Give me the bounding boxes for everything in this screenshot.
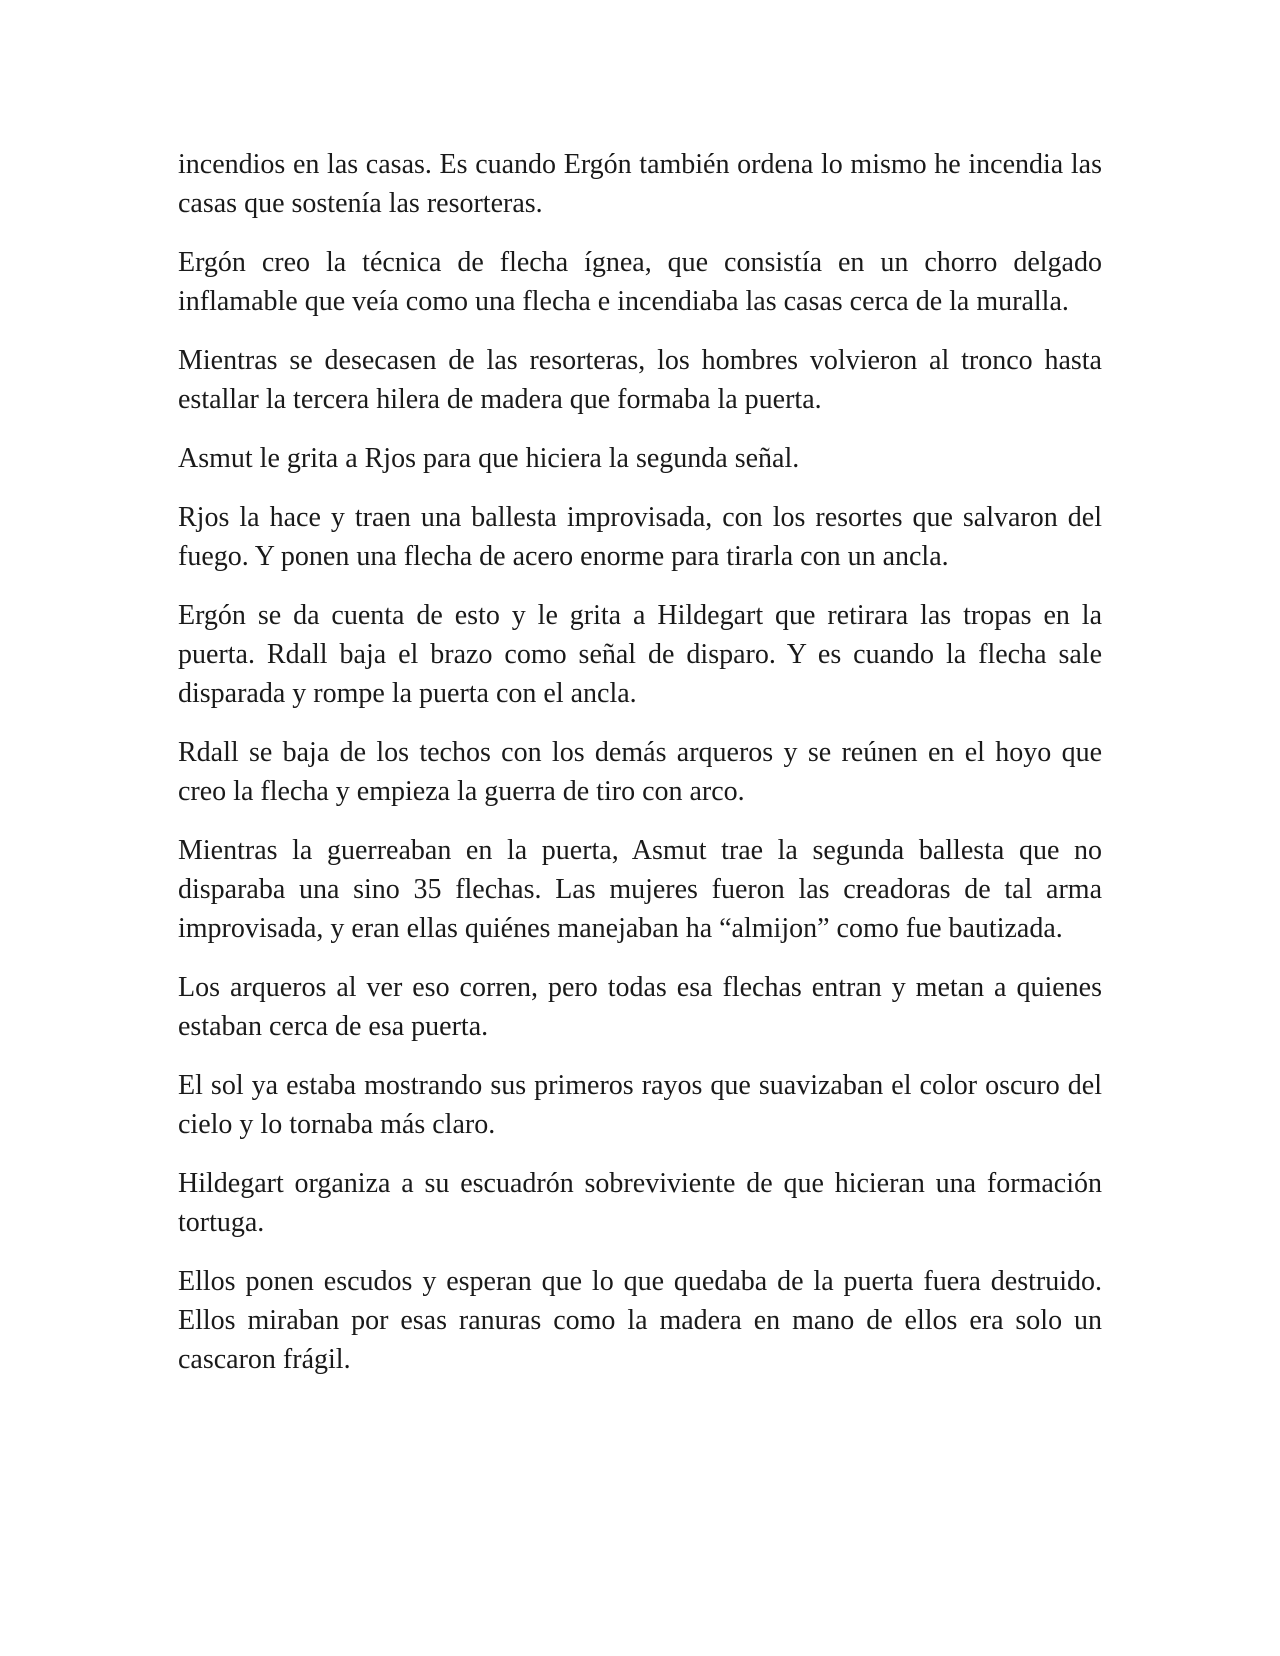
document-body <box>178 145 1102 1399</box>
paragraph-9: Los arqueros al ver eso corren, pero todas esa flechas entran y metan a quienes estaban cerca de esa puerta. <box>178 972 1102 1042</box>
paragraph-5: Rjos la hace y traen una ballesta improvisada, con los resortes que salvaron del fuego. Y ponen una flecha de acero enorme para tirarla con un ancla. <box>178 502 1102 572</box>
paragraph-12: Ellos ponen escudos y esperan que lo que quedaba de la puerta fuera destruido. Ellos miraban por esas ranuras como la madera en mano de ellos era solo un cascaron frágil. <box>178 1266 1102 1375</box>
paragraph-8: Mientras la guerreaban en la puerta, Asmut trae la segunda ballesta que no disparaba una sino 35 flechas. Las mujeres fueron las creadoras de tal arma improvisada, y eran ellas quiénes manejaban ha “almijon” como fue bautizada. <box>178 835 1102 944</box>
paragraph-2: Ergón creo la técnica de flecha ígnea, que consistía en un chorro delgado inflamable que veía como una flecha e incendiaba las casas cerca de la muralla. <box>178 247 1102 317</box>
paragraph-11: Hildegart organiza a su escuadrón sobreviviente de que hicieran una formación tortuga. <box>178 1168 1102 1238</box>
paragraph-1: incendios en las casas. Es cuando Ergón también ordena lo mismo he incendia las casas que sostenía las resorteras. <box>178 149 1102 219</box>
paragraph-4: Asmut le grita a Rjos para que hiciera la segunda señal. <box>178 443 800 474</box>
paragraph-6: Ergón se da cuenta de esto y le grita a Hildegart que retirara las tropas en la puerta. Rdall baja el brazo como señal de disparo. Y es cuando la flecha sale disparada y rompe la puerta con el ancla. <box>178 600 1102 709</box>
paragraph-3: Mientras se desecasen de las resorteras, los hombres volvieron al tronco hasta estallar la tercera hilera de madera que formaba la puerta. <box>178 345 1102 415</box>
paragraph-10: El sol ya estaba mostrando sus primeros rayos que suavizaban el color oscuro del cielo y lo tornaba más claro. <box>178 1070 1102 1140</box>
paragraph-7: Rdall se baja de los techos con los demás arqueros y se reúnen en el hoyo que creo la flecha y empieza la guerra de tiro con arco. <box>178 737 1102 807</box>
